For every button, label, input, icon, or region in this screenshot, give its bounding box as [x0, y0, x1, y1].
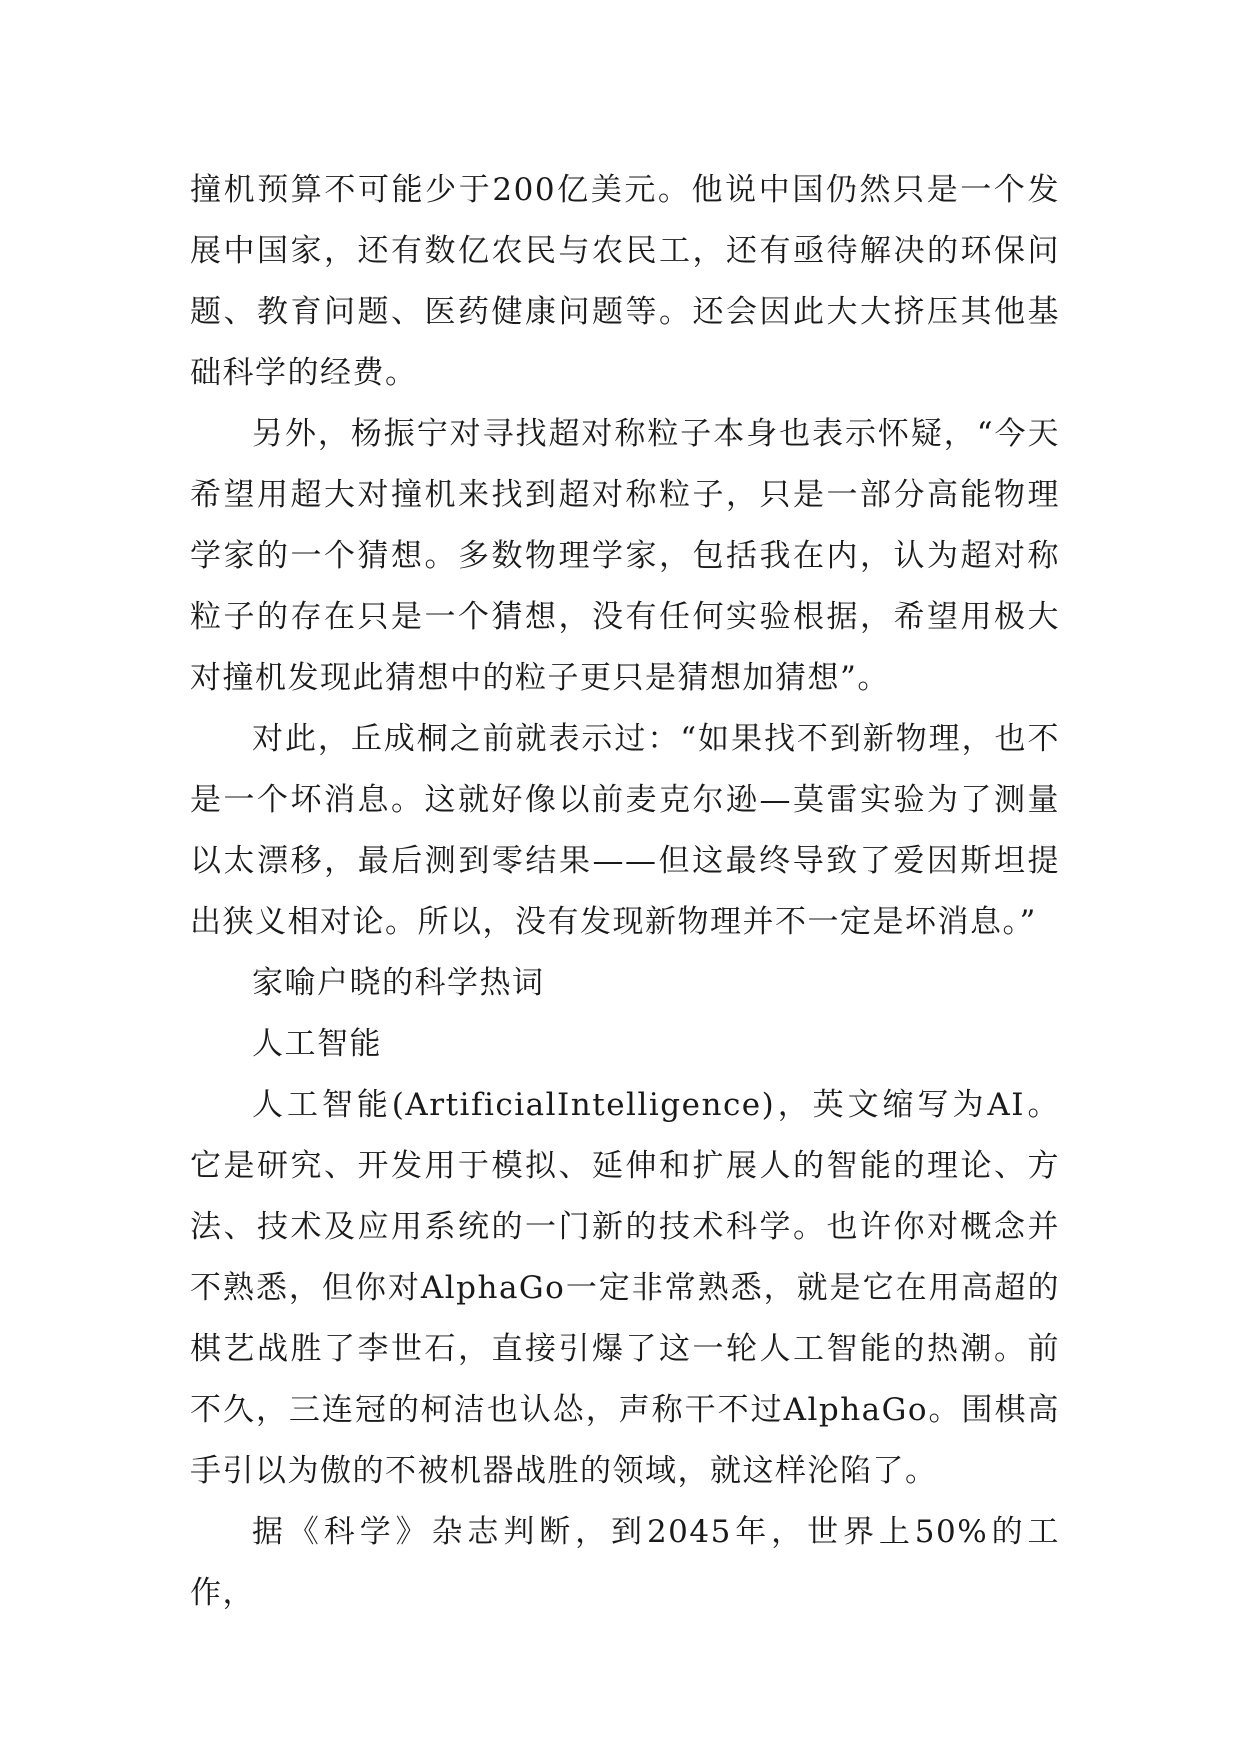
paragraph-supersymmetry-doubt: 另外，杨振宁对寻找超对称粒子本身也表示怀疑，“今天希望用超大对撞机来找到超对称粒子，只是一部分高能物理学家的一个猜想。多数物理学家，包括我在内，认为超对称粒子的存在只是一个猜想，没有任何实验根据，希望用极大对撞机发现此猜想中的粒子更只是猜想加猜想”。 [190, 416, 1060, 696]
paragraph-ai-definition: 人工智能(ArtificialIntelligence)，英文缩写为AI。它是研究、开发用于模拟、延伸和扩展人的智能的理论、方法、技术及应用系统的一门新的技术科学。也许你对概念并不熟悉，但你对AlphaGo一定非常熟悉，就是它在用高超的棋艺战胜了李世石，直接引爆了这一轮人工智能的热潮。前不久，三连冠的柯洁也认怂，声称干不过AlphaGo。围棋高手引以为傲的不被机器战胜的领域，就这样沦陷了。 [190, 1087, 1060, 1489]
section-heading: 家喻户晓的科学热词 [252, 965, 545, 1001]
paragraph-yau-quote: 对此，丘成桐之前就表示过：“如果找不到新物理，也不是一个坏消息。这就好像以前麦克尔逊—莫雷实验为了测量以太漂移，最后测到零结果——但这最终导致了爱因斯坦提出狭义相对论。所以，没有发现新物理并不一定是坏消息。” [190, 721, 1060, 940]
document-page [190, 160, 1060, 1624]
paragraph-budget: 撞机预算不可能少于200亿美元。他说中国仍然只是一个发展中国家，还有数亿农民与农民工，还有亟待解决的环保问题、教育问题、医药健康问题等。还会因此大大挤压其他基础科学的经费。 [190, 172, 1060, 391]
subsection-heading: 人工智能 [252, 1026, 382, 1062]
paragraph-science-prediction: 据《科学》杂志判断，到2045年，世界上50%的工作， [190, 1514, 1060, 1611]
